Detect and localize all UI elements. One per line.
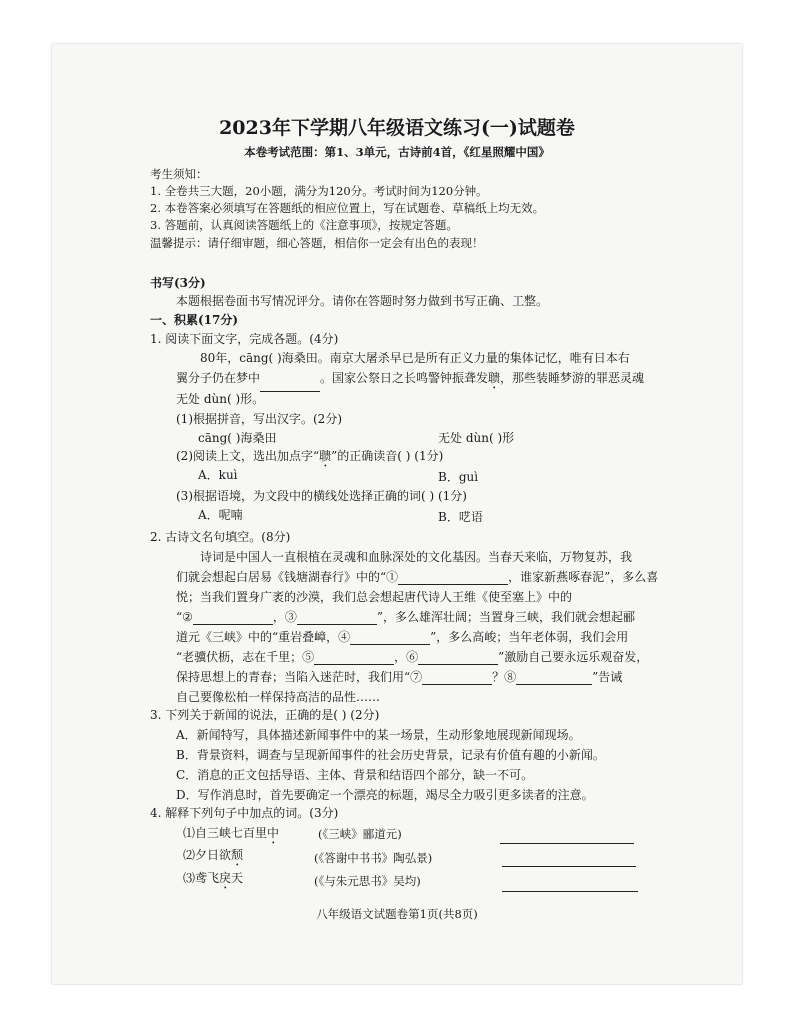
q2-line-4 bbox=[176, 608, 635, 625]
q1-sub2-option-a: A．kuì bbox=[198, 468, 238, 482]
q2-text: “老骥伏枥，志在千里；⑤ bbox=[176, 650, 315, 664]
writing-heading: 书写(3分) bbox=[150, 276, 206, 290]
q2-blank-7[interactable] bbox=[422, 671, 492, 685]
q1-passage-text: ，那些装睡梦游的罪恶灵魂 bbox=[500, 371, 645, 385]
q4-item-1 bbox=[183, 824, 279, 847]
q2-blank-1[interactable] bbox=[398, 571, 508, 585]
q1-passage-line-3: 无处 dùn( )形。 bbox=[176, 392, 265, 406]
writing-text: 本题根据卷面书写情况评分。请你在答题时努力做到书写正确、工整。 bbox=[176, 294, 549, 308]
q1-sub1-a: cāng( )海桑田 bbox=[198, 431, 277, 445]
q1-passage-line-2 bbox=[176, 369, 644, 392]
q4-answer-line-1[interactable] bbox=[500, 843, 634, 844]
q4-item-text: ⑶鸢飞 bbox=[183, 871, 220, 885]
q4-answer-line-2[interactable] bbox=[502, 866, 636, 867]
q2-blank-5[interactable] bbox=[314, 651, 394, 665]
q2-line-7 bbox=[176, 668, 622, 685]
q3-option-b: B．背景资料，调查与呈现新闻事件的社会历史背景，记录有价值有趣的小新闻。 bbox=[176, 748, 605, 762]
q2-blank-8[interactable] bbox=[516, 671, 592, 685]
q2-text: ，③ bbox=[272, 610, 297, 624]
notice-item-1: 1. 全卷共三大题，20小题，满分为120分。考试时间为120分钟。 bbox=[150, 184, 488, 198]
q4-item-3 bbox=[183, 869, 243, 892]
q1-passage-text: 。国家公祭日之长鸣警钟振聋发 bbox=[320, 371, 489, 385]
q4-item-3-source: (《与朱元思书》吴均) bbox=[314, 874, 421, 888]
q2-line-6 bbox=[176, 648, 648, 665]
notice-item-3: 3. 答题前，认真阅读答题纸上的《注意事项》，按规定答题。 bbox=[150, 218, 458, 232]
q4-item-2-source: (《答谢中书书》陶弘景) bbox=[314, 851, 433, 865]
q2-text: ？⑧ bbox=[492, 670, 517, 684]
q2-line-5 bbox=[176, 628, 628, 645]
page-footer: 八年级语文试题卷第1页(共8页) bbox=[316, 907, 478, 921]
exam-scope: 本卷考试范围：第1、3单元，古诗前4首，《红星照耀中国》 bbox=[244, 145, 550, 159]
q2-blank-3[interactable] bbox=[297, 611, 377, 625]
dotted-char: 戾 bbox=[219, 871, 232, 885]
dotted-char: 颓 bbox=[231, 848, 244, 862]
notice-tip: 温馨提示：请仔细审题，细心答题，相信你一定会有出色的表现！ bbox=[150, 236, 484, 250]
q1-sub3: (3)根据语境，为文段中的横线处选择正确的词( ) (1分) bbox=[176, 489, 467, 503]
q1-sub2-text: ”的正确读音( ) (1分) bbox=[331, 449, 444, 463]
q4-item-text: ⑵夕日欲 bbox=[183, 848, 232, 862]
q2-text: 们就会想起白居易《钱塘湖春行》中的“① bbox=[176, 570, 399, 584]
q1-passage-text: 翼分子仍在梦中 bbox=[176, 371, 261, 385]
q1-sub1: (1)根据拼音，写出汉字。(2分) bbox=[176, 412, 342, 426]
q4-item-text: 天 bbox=[231, 871, 244, 885]
exam-title: 2023年下学期八年级语文练习(一)试题卷 bbox=[219, 117, 575, 139]
q2-text: “② bbox=[176, 610, 193, 624]
q2-text: 道元《三峡》中的“重岩叠嶂，④ bbox=[176, 630, 351, 644]
q2-blank-2[interactable] bbox=[193, 611, 273, 625]
q3-option-d: D．写作消息时，首先要确定一个漂亮的标题，竭尽全力吸引更多读者的注意。 bbox=[176, 788, 594, 802]
q1-stem: 1. 阅读下面文字，完成各题。(4分) bbox=[150, 332, 339, 346]
q1-sub2-text: (2)阅读上文，选出加点字“ bbox=[176, 449, 320, 463]
q1-sub1-b: 无处 dùn( )形 bbox=[438, 431, 515, 445]
q2-line-2 bbox=[176, 568, 658, 585]
q2-text: ，⑥ bbox=[394, 650, 419, 664]
dotted-char: 聩 bbox=[488, 371, 501, 385]
notice-heading: 考生须知： bbox=[150, 167, 208, 181]
q4-answer-line-3[interactable] bbox=[502, 891, 638, 892]
q1-sub2-option-b: B．guì bbox=[438, 470, 479, 484]
q2-text: 保持思想上的青春；当陷入迷茫时，我们用“⑦ bbox=[176, 670, 423, 684]
dotted-char: 中 bbox=[267, 826, 280, 840]
q4-stem: 4. 解释下列句子中加点的词。(3分) bbox=[150, 806, 339, 820]
dotted-char: 聩 bbox=[319, 449, 332, 463]
q4-item-text: ⑴自三峡七百里 bbox=[183, 826, 268, 840]
q4-item-2 bbox=[183, 846, 243, 869]
q2-blank-4[interactable] bbox=[350, 631, 430, 645]
q1-passage-blank[interactable] bbox=[260, 378, 320, 392]
q2-stem: 2. 古诗文名句填空。(8分) bbox=[150, 530, 291, 544]
section1-heading: 一、积累(17分) bbox=[150, 313, 239, 327]
q2-text: ，谁家新燕啄春泥”，多么喜 bbox=[508, 570, 659, 584]
q2-text: ”，多么高峻；当年老体弱，我们会用 bbox=[430, 630, 629, 644]
q1-sub3-option-b: B．呓语 bbox=[438, 510, 483, 524]
q2-text: ”，多么雄浑壮阔；当置身三峡，我们就会想起郦 bbox=[376, 610, 636, 624]
q2-line-3: 悦；当我们置身广袤的沙漠，我们总会想起唐代诗人王维《使至塞上》中的 bbox=[176, 590, 573, 604]
q1-passage-line-1: 80年，cāng( )海桑田。南京大屠杀早已是所有正义力量的集体记忆，唯有日本右 bbox=[200, 351, 630, 365]
q4-item-1-source: (《三峡》郦道元) bbox=[318, 827, 402, 841]
q2-text: ”告诫 bbox=[592, 670, 623, 684]
q3-option-c: C．消息的正文包括导语、主体、背景和结语四个部分，缺一不可。 bbox=[176, 768, 534, 782]
q2-line-8: 自己要像松柏一样保持高洁的品性…… bbox=[176, 690, 381, 704]
q3-option-a: A．新闻特写，具体描述新闻事件中的某一场景，生动形象地展现新闻现场。 bbox=[176, 728, 581, 742]
q3-stem: 3. 下列关于新闻的说法，正确的是( ) (2分) bbox=[150, 708, 380, 722]
notice-item-2: 2. 本卷答案必须填写在答题纸的相应位置上，写在试题卷、草稿纸上均无效。 bbox=[150, 201, 545, 215]
q1-sub3-option-a: A．呢喃 bbox=[198, 508, 243, 522]
q2-line-1: 诗词是中国人一直根植在灵魂和血脉深处的文化基因。当春天来临，万物复苏，我 bbox=[200, 550, 633, 564]
q2-blank-6[interactable] bbox=[418, 651, 498, 665]
q2-text: ”激励自己要永远乐观奋发， bbox=[498, 650, 649, 664]
